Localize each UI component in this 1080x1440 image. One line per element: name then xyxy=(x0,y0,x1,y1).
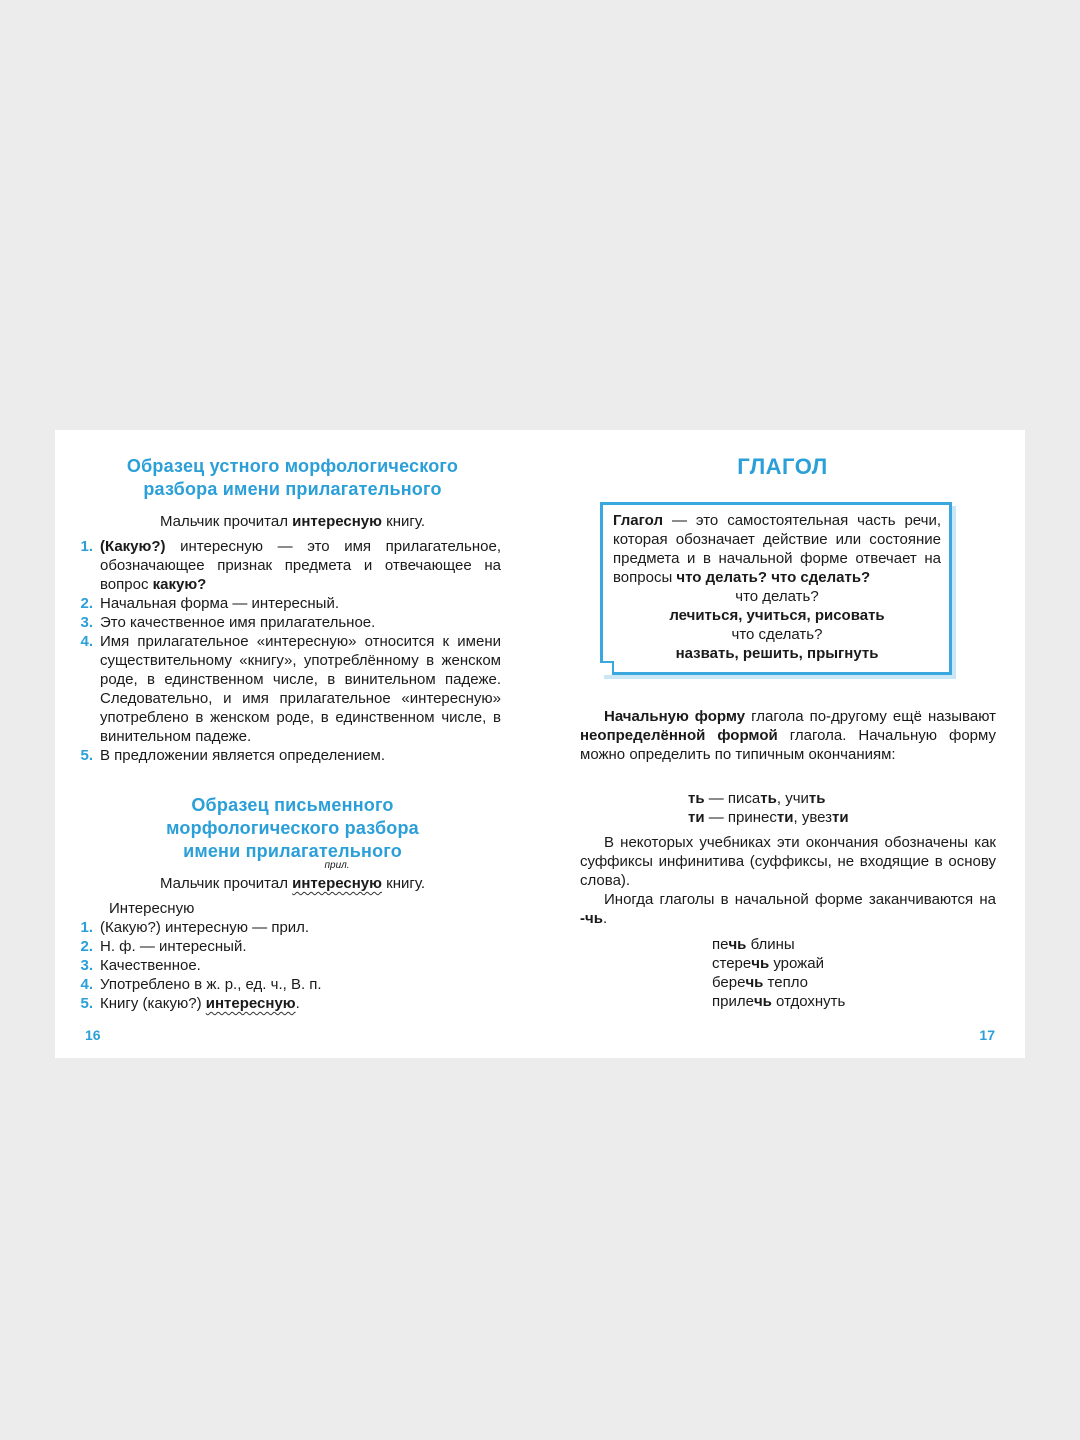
page-fold-decoration xyxy=(600,661,614,675)
example-sentence-2: Мальчик прочитал прил. интересную книгу. xyxy=(159,860,425,892)
definition-box xyxy=(600,502,952,675)
page-number-right: 17 xyxy=(979,1027,995,1043)
list-item: 3. Качественное. xyxy=(80,957,201,974)
examples-1: лечиться, учиться, рисовать xyxy=(669,607,885,624)
list-item: стеречь урожай xyxy=(712,955,824,972)
ending-row: ти — принести, увезти xyxy=(688,809,849,826)
part-of-speech-note: прил. xyxy=(324,860,350,871)
left-page xyxy=(55,430,540,1058)
list-item: беречь тепло xyxy=(712,974,808,991)
paragraph-suffixes: В некоторых учебниках эти окончания обозначены как суффиксы инфинитива (суффиксы, не входящие в основу слова). xyxy=(580,834,996,889)
ending-row: ть — писать, учить xyxy=(688,790,826,807)
written-head-word: Интересную xyxy=(109,900,195,917)
book-spread xyxy=(55,430,1025,1058)
chj-examples xyxy=(712,935,845,1011)
question-1: что делать? xyxy=(735,588,819,605)
paragraph-chj: Иногда глаголы в начальной форме заканчиваются на -чь. xyxy=(580,891,996,927)
page-number-left: 16 xyxy=(85,1027,101,1043)
list-item: прилечь отдохнуть xyxy=(712,993,846,1010)
definition-text: Глагол — это самостоятельная часть речи, которая обозначает действие или состояние предмета и в начальной форме отвечает на вопросы что делать? что сделать? xyxy=(613,512,941,586)
right-page xyxy=(540,430,1025,1058)
paragraph-initial-form: Начальную форму глагола по-другому ещё называют неопределённой формой глагола. Начальную форму можно определить по типичным окончаниям: xyxy=(580,708,997,763)
list-item: 2. Н. ф. — интересный. xyxy=(80,938,247,955)
written-analysis-list xyxy=(73,918,501,1013)
list-item: печь блины xyxy=(712,936,795,953)
list-item: 4. Употреблено в ж. р., ед. ч., В. п. xyxy=(80,976,322,993)
list-item: 1. (Какую?) интересную — это имя прилагательное, обозначающее признак предмета и отвечающее на вопрос какую? xyxy=(80,538,501,593)
list-item: 5. В предложении является определением. xyxy=(80,747,386,764)
example-sentence: Мальчик прочитал интересную книгу. xyxy=(159,513,425,530)
oral-analysis-list xyxy=(73,537,501,765)
list-item: 3. Это качественное имя прилагательное. xyxy=(80,614,376,631)
list-item: 4. Имя прилагательное «интересную» относится к имени существительному «книгу», употреблённому в женском роде, в единственном числе, в винительном падеже. Следовательно, и имя прилагательное «интересную» употреблено в женском роде, в единственном числе, в винительном падеже. xyxy=(80,633,501,745)
oral-analysis-heading: Образец устного морфологического разбора имени прилагательного xyxy=(126,456,459,499)
list-item: 5. Книгу (какую?) интересную. xyxy=(80,995,300,1012)
written-analysis-heading: Образец письменного морфологического разбора имени прилагательного xyxy=(166,795,419,861)
list-item: 1. (Какую?) интересную — прил. xyxy=(80,919,310,936)
question-2: что сделать? xyxy=(731,626,823,643)
examples-2: назвать, решить, прыгнуть xyxy=(675,645,879,662)
list-item: 2. Начальная форма — интересный. xyxy=(80,595,340,612)
page-title: ГЛАГОЛ xyxy=(737,454,828,479)
